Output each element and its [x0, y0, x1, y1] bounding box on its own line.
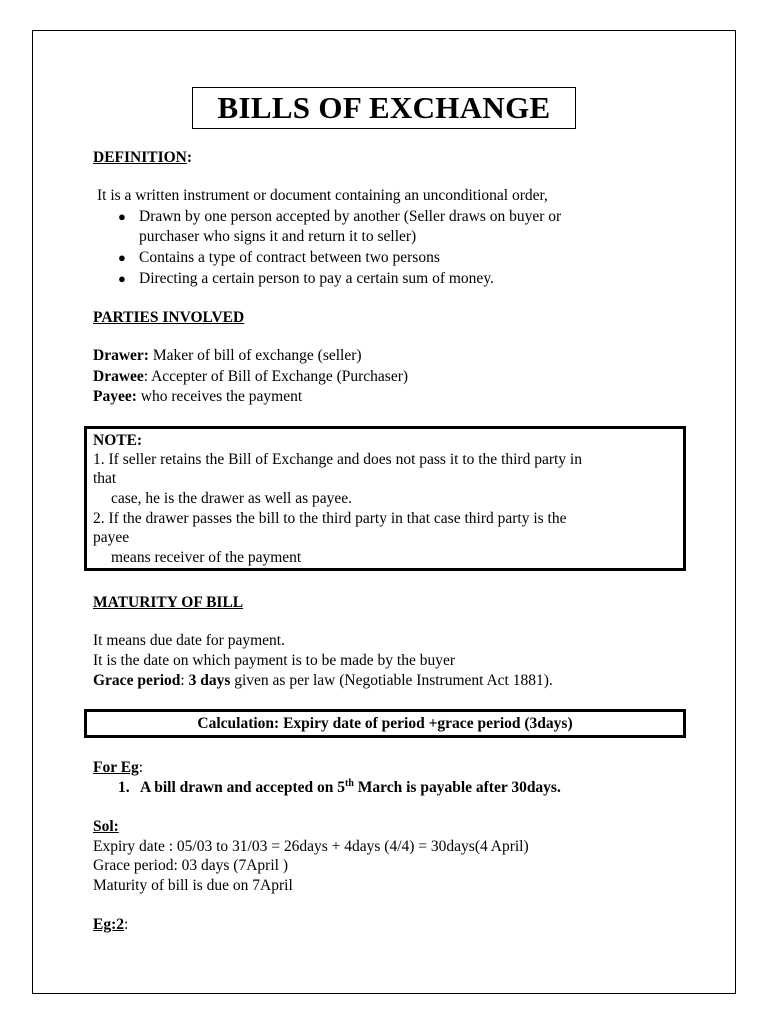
bullet-icon: ●: [118, 209, 126, 224]
solution-line-2: Grace period: 03 days (7April ): [93, 857, 288, 874]
note-heading: NOTE:: [93, 432, 143, 449]
bullet-icon: ●: [118, 271, 126, 286]
example-item-number: 1.: [118, 779, 130, 796]
example-item: [140, 778, 561, 798]
drawer-line: [93, 346, 362, 366]
example-item-post: March is payable after 30days.: [353, 779, 561, 796]
definition-bullet-1: Drawn by one person accepted by another (Seller draws on buyer or: [139, 208, 562, 225]
grace-colon: :: [180, 672, 189, 689]
grace-days: 3 days: [188, 672, 231, 689]
payee-label: Payee:: [93, 388, 137, 405]
example2-heading-line: [93, 915, 128, 935]
definition-bullet-2: Contains a type of contract between two persons: [139, 249, 440, 266]
maturity-line-1: It means due date for payment.: [93, 632, 285, 649]
definition-heading-line: [93, 148, 192, 168]
maturity-line-2: It is the date on which payment is to be made by the buyer: [93, 652, 456, 669]
note-line-2-wrap: payee: [93, 529, 130, 546]
drawee-line: [93, 367, 408, 387]
drawer-label: Drawer:: [93, 347, 149, 364]
page-title: BILLS OF EXCHANGE: [192, 87, 576, 129]
example-heading-line: [93, 758, 143, 778]
example2-heading: Eg:2: [93, 916, 124, 933]
drawee-text: : Accepter of Bill of Exchange (Purchaser): [143, 368, 409, 385]
note-line-1-cont: case, he is the drawer as well as payee.: [111, 490, 352, 507]
note-line-1: 1. If seller retains the Bill of Exchange and does not pass it to the third party in: [93, 451, 582, 468]
note-line-2-cont: means receiver of the payment: [111, 549, 302, 566]
example-item-sup: th: [344, 777, 354, 789]
example-colon: :: [138, 759, 144, 776]
solution-heading: Sol:: [93, 818, 119, 835]
grace-rest: given as per law (Negotiable Instrument Act 1881).: [230, 672, 553, 689]
example-item-pre: A bill drawn and accepted on 5: [140, 779, 345, 796]
definition-bullet-3: Directing a certain person to pay a certain sum of money.: [139, 270, 494, 287]
example-heading: For Eg: [93, 759, 139, 776]
payee-line: [93, 387, 302, 407]
drawer-text: Maker of bill of exchange (seller): [152, 347, 362, 364]
maturity-heading: MATURITY OF BILL: [93, 594, 244, 611]
bullet-icon: ●: [118, 250, 126, 265]
grace-label: Grace period: [93, 672, 181, 689]
solution-line-1: Expiry date : 05/03 to 31/03 = 26days + 4days (4/4) = 30days(4 April): [93, 838, 529, 855]
example2-colon: :: [124, 916, 129, 933]
definition-bullet-1-cont: purchaser who signs it and return it to seller): [139, 228, 417, 245]
definition-colon: :: [186, 149, 193, 166]
parties-heading: PARTIES INVOLVED: [93, 309, 245, 326]
drawee-label: Drawee: [93, 368, 144, 385]
definition-intro: It is a written instrument or document containing an unconditional order,: [97, 187, 548, 204]
definition-heading: DEFINITION: [93, 149, 187, 166]
note-line-1-wrap: that: [93, 470, 117, 487]
note-line-2: 2. If the drawer passes the bill to the third party in that case third party is the: [93, 510, 567, 527]
calculation-box: Calculation: Expiry date of period +grace period (3days): [84, 709, 686, 738]
grace-period-line: [93, 671, 553, 691]
payee-text: who receives the payment: [140, 388, 303, 405]
solution-line-3: Maturity of bill is due on 7April: [93, 877, 293, 894]
